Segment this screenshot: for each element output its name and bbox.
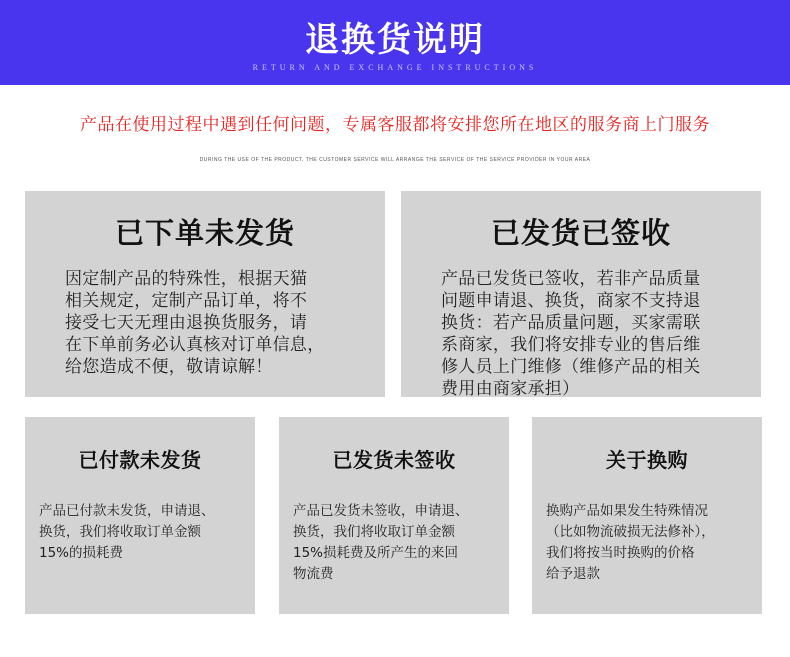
card-line: 我们将按当时换购的价格 (546, 545, 695, 561)
card-line: 相关规定，定制产品订单，将不 (65, 291, 308, 311)
card-line: （比如物流破损无法修补）， (546, 524, 715, 540)
card-line: 给予退款 (546, 566, 600, 582)
card-line: 修人员上门维修（维修产品的相关 (441, 357, 701, 377)
card-paid-not-shipped (25, 417, 255, 614)
card-line: 15%损耗费及所产生的来回 (293, 545, 459, 561)
card-line: 15%的损耗费 (39, 545, 124, 561)
card-shipped-signed (401, 191, 761, 397)
card-line: 产品已发货未签收，申请退、 (293, 503, 469, 519)
card-line: 在下单前务必认真核对订单信息， (65, 335, 325, 355)
service-notice: 产品在使用过程中遇到任何问题，专属客服都将安排您所在地区的服务商上门服务 (80, 115, 710, 135)
card-line: 问题申请退、换货，商家不支持退 (441, 291, 701, 311)
card-body (65, 268, 355, 378)
card-exchange-purchase (532, 417, 762, 614)
card-title: 已下单未发货 (114, 216, 295, 250)
card-line: 物流费 (293, 566, 334, 582)
card-ordered-not-shipped (25, 191, 385, 397)
card-line: 给您造成不便，敬请谅解！ (65, 357, 273, 377)
card-line: 产品已付款未发货，申请退、 (39, 503, 215, 519)
card-body (441, 268, 731, 400)
card-line: 因定制产品的特殊性，根据天猫 (65, 269, 308, 289)
card-title: 已付款未发货 (78, 448, 202, 472)
card-line: 换货，我们将收取订单金额 (293, 524, 455, 540)
card-line: 换购产品如果发生特殊情况 (546, 503, 708, 519)
card-title: 关于换购 (606, 448, 688, 472)
card-body (293, 501, 498, 585)
card-title: 已发货已签收 (490, 216, 671, 250)
card-title: 已发货未签收 (332, 448, 456, 472)
card-line: 接受七天无理由退换货服务，请 (65, 313, 308, 333)
card-line: 换货，我们将收取订单金额 (39, 524, 201, 540)
card-shipped-not-signed (279, 417, 509, 614)
card-body (546, 501, 751, 585)
page-title: 退换货说明 (305, 20, 485, 60)
page-subtitle: RETURN AND EXCHANGE INSTRUCTIONS (252, 63, 538, 72)
card-line: 费用由商家承担） (441, 379, 580, 399)
card-line: 产品已发货已签收，若非产品质量 (441, 269, 701, 289)
card-line: 系商家，我们将安排专业的售后维 (441, 335, 701, 355)
service-notice-english: DURING THE USE OF THE PRODUCT, THE CUSTOMER SERVICE WILL ARRANGE THE SERVICE OF THE SERVICE PROVIDER IN YOUR AREA (199, 157, 591, 163)
card-body (39, 501, 244, 564)
header-banner (0, 0, 790, 85)
card-line: 换货：若产品质量问题，买家需联 (441, 313, 701, 333)
